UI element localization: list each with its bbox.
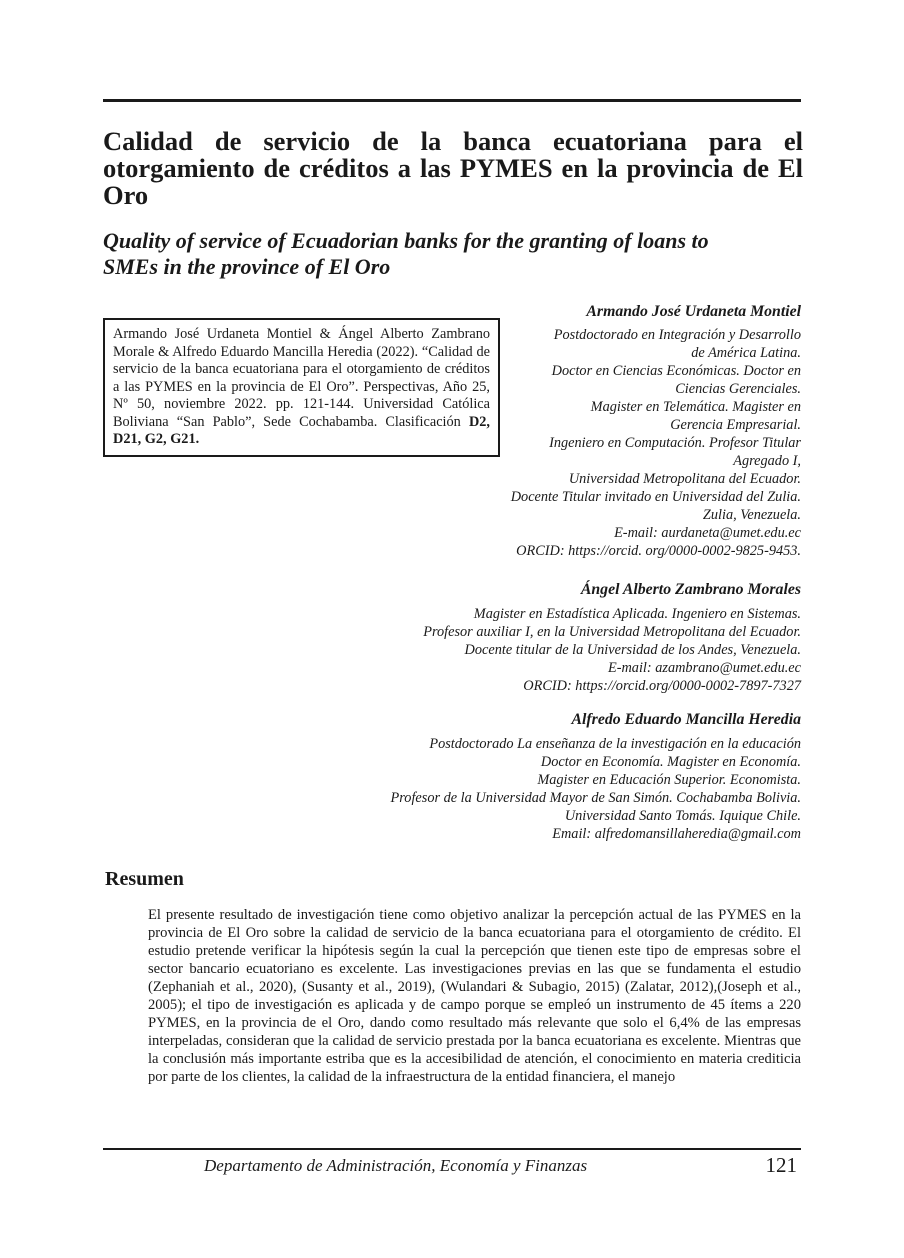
author-block-2 [321, 580, 801, 695]
author-email[interactable]: E-mail: aurdaneta@umet.edu.ec [614, 525, 801, 541]
author-block-1 [381, 302, 801, 560]
subtitle-line: SMEs in the province of El Oro [103, 254, 391, 279]
footer-department: Departamento de Administración, Economía y Finanzas [204, 1156, 588, 1175]
author-affiliation-line: Postdoctorado La enseñanza de la investigación en la educación [429, 736, 801, 752]
top-rule [103, 99, 801, 102]
author-orcid[interactable]: ORCID: https://orcid. org/0000-0002-9825-9453. [516, 543, 801, 559]
author-affiliation-line: Ciencias Gerenciales. [675, 381, 801, 397]
author-email[interactable]: Email: alfredomansillaheredia@gmail.com [552, 826, 801, 842]
citation-classification: D2, D21, G2, G21. [113, 413, 490, 447]
author-name: Alfredo Eduardo Mancilla Heredia [571, 711, 801, 728]
author-affiliation-line: de América Latina. [691, 345, 801, 361]
author-affiliation-line: Profesor de la Universidad Mayor de San Simón. Cochabamba Bolivia. [390, 790, 801, 806]
author-affiliation-line: Postdoctorado en Integración y Desarrollo [553, 327, 801, 343]
author-affiliation-line: Doctor en Economía. Magister en Economía. [540, 754, 801, 770]
author-affiliation-line: Universidad Santo Tomás. Iquique Chile. [564, 808, 801, 824]
bottom-rule [103, 1148, 801, 1150]
author-name: Armando José Urdaneta Montiel [586, 303, 801, 320]
author-affiliation-line: Magister en Estadística Aplicada. Ingeniero en Sistemas. [473, 606, 801, 622]
citation-text: Armando José Urdaneta Montiel & Ángel Alberto Zambrano Morale & Alfredo Eduardo Mancilla Heredia (2022). “Calidad de servicio de la banca ecuatoriana para el otorgamiento de créditos a las PYMES en la provincia de El Oro”. Perspectivas, Año 25, Nº 50, noviembre 2022. pp. 121-144. Universidad Católica Boliviana “San Pablo”, Sede Cochabamba. Clasificación [113, 326, 490, 430]
author-affiliation-line: Doctor en Ciencias Económicas. Doctor en [551, 363, 801, 379]
author-affiliation-line: Profesor auxiliar I, en la Universidad Metropolitana del Ecuador. [423, 624, 801, 640]
resumen-body: El presente resultado de investigación tiene como objetivo analizar la percepción actual de las PYMES en la provincia de El Oro sobre la calidad de servicio de la banca ecuatoriana para el otorgamiento de crédito. El estudio pretende verificar la hipótesis según la cual la percepción que tienen este tipo de empresas sobre el sector bancario ecuatoriano es excelente. Las investigaciones previas en las que se fundamenta el estudio (Zephaniah et al., 2020), (Susanty et al., 2019), (Wulandari & Subagio, 2015) (Zalatar, 2012),(Joseph et al., 2005); el tipo de investigación es aplicada y de campo porque se empleó un instrumento de 45 ítems a 220 PYMES, en la provincia de el Oro, dando como resultado más relevante que solo el 6,4% de las empresas interpeladas, consideran que la calidad de servicio prestada por la banca ecuatoriana es excelente. Mientras que la conclusión más importante estriba que es la accesibilidad de atención, el conocimiento en materia crediticia por parte de los clientes, la calidad de la infraestructura de la entidad financiera, el manejo [148, 907, 801, 1085]
author-affiliation-line: Agregado I, [733, 453, 801, 469]
author-affiliation-line: Universidad Metropolitana del Ecuador. [568, 471, 801, 487]
author-affiliation-line: Docente Titular invitado en Universidad del Zulia. [510, 489, 801, 505]
article-subtitle-english [103, 228, 803, 280]
author-affiliation-line: Magister en Educación Superior. Economista. [537, 772, 801, 788]
author-name: Ángel Alberto Zambrano Morales [580, 581, 801, 598]
article-title: Calidad de servicio de la banca ecuatoriana para el otorgamiento de créditos a las PYMES en la provincia de El Oro [103, 126, 803, 210]
author-affiliation-line: Docente titular de la Universidad de los Andes, Venezuela. [464, 642, 801, 658]
author-affiliation-line: Gerencia Empresarial. [670, 417, 801, 433]
author-affiliation-line: Zulia, Venezuela. [702, 507, 801, 523]
author-block-3 [301, 710, 801, 843]
page-number: 121 [765, 1153, 797, 1177]
author-affiliation-line: Magister en Telemática. Magister en [590, 399, 801, 415]
author-orcid[interactable]: ORCID: https://orcid.org/0000-0002-7897-7327 [523, 678, 801, 694]
subtitle-line: Quality of service of Ecuadorian banks for the granting of loans to [103, 228, 709, 253]
author-email[interactable]: E-mail: azambrano@umet.edu.ec [607, 660, 801, 676]
author-affiliation-line: Ingeniero en Computación. Profesor Titular [549, 435, 801, 451]
resumen-heading: Resumen [105, 868, 184, 890]
